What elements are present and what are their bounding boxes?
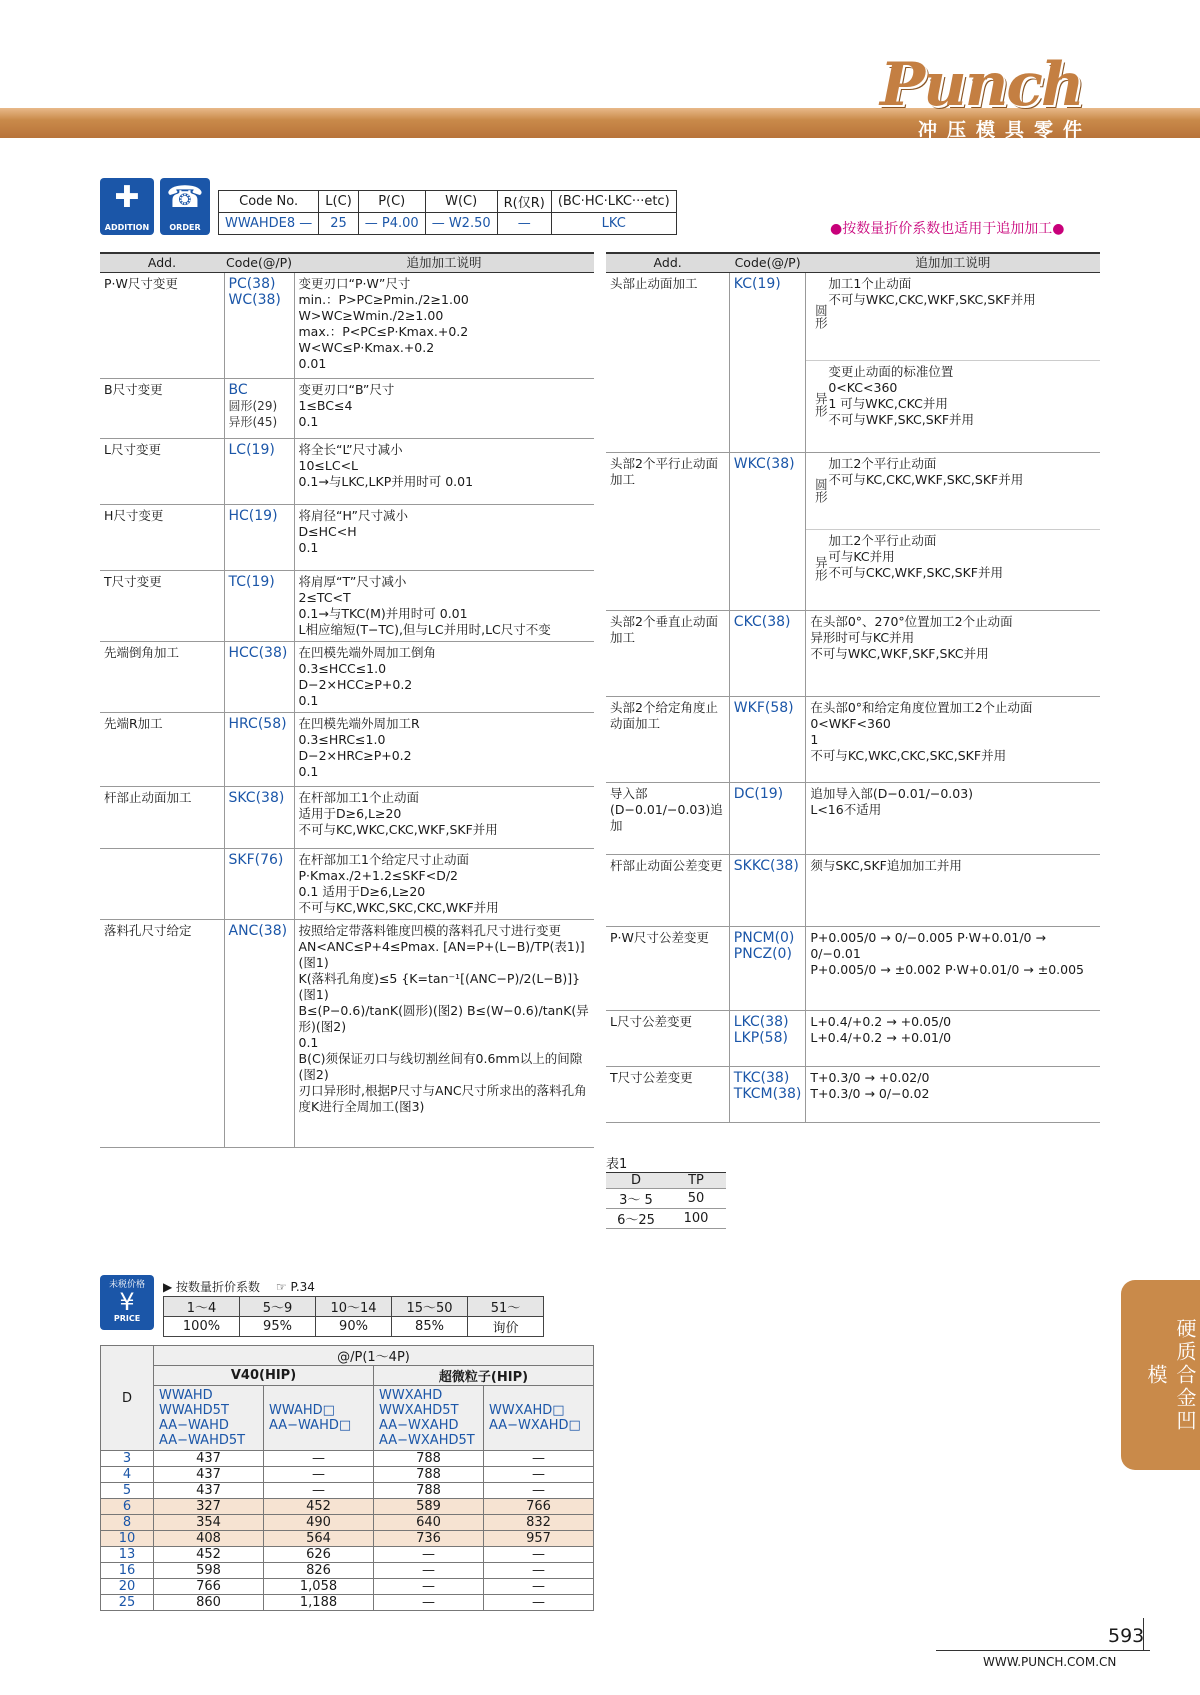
price-value: 589 xyxy=(374,1499,484,1515)
code-text: ANC(38) xyxy=(228,922,288,939)
desc-line: 不可与KC,WKC,CKC,SKC,SKF并用 xyxy=(810,747,1007,763)
code-header: Code No. xyxy=(219,191,319,213)
desc-line: 1 可与WKC,CKC并用 xyxy=(828,395,948,411)
desc-line: 刃口异形时,根据P尺寸与ANC尺寸所求出的落料孔角度K进行全周加工(图3) xyxy=(298,1082,587,1114)
spec-desc xyxy=(806,272,1100,452)
spec-add: P·W尺寸变更 xyxy=(100,272,224,378)
price-value: 788 xyxy=(374,1483,484,1499)
desc-line: 0.3≤HCC≤1.0 xyxy=(298,660,387,676)
spec-code xyxy=(729,782,806,854)
code-text: WKC(38) xyxy=(733,455,795,472)
spec-add: L尺寸变更 xyxy=(100,438,224,504)
desc-line: T+0.3/0 → +0.02/0 xyxy=(810,1069,930,1085)
price-value: 766 xyxy=(484,1499,594,1515)
discount-table xyxy=(163,1296,544,1337)
desc-line: 在杆部加工1个给定尺寸止动面 xyxy=(298,851,469,867)
spec-add: 杆部止动面公差变更 xyxy=(606,854,729,926)
side-tab: 硬质合金凹模 xyxy=(1121,1280,1200,1470)
desc-line: 0<WKF<360 xyxy=(810,715,891,731)
spec-add: 落料孔尺寸给定 xyxy=(100,919,224,1147)
spec-add: L尺寸公差变更 xyxy=(606,1010,729,1066)
desc-line: 1 xyxy=(810,731,819,747)
desc-line: D−2×HCC≥P+0.2 xyxy=(298,676,413,692)
spec-header: 追加加工说明 xyxy=(294,253,594,272)
spec-row xyxy=(606,854,1100,926)
code-text: LC(19) xyxy=(228,441,275,458)
desc-line: 在凹模先端外周加工倒角 xyxy=(298,644,437,660)
desc-line: 不可与KC,CKC,WKF,SKC,SKF并用 xyxy=(828,471,1024,487)
spec-code xyxy=(224,641,294,712)
code-header: W(C) xyxy=(425,191,497,213)
price-value: 598 xyxy=(154,1563,264,1579)
desc-line: 不可与WKC,WKF,SKF,SKC并用 xyxy=(810,645,989,661)
spec-row xyxy=(100,712,594,786)
discount-qty: 5～9 xyxy=(240,1297,316,1317)
desc-line: 0.1→与TKC(M)并用时可 0.01 xyxy=(298,605,468,621)
spec-desc xyxy=(806,782,1100,854)
spec-add: H尺寸变更 xyxy=(100,504,224,570)
price-row xyxy=(101,1531,594,1547)
footer-url: WWW.PUNCH.COM.CN xyxy=(983,1655,1117,1669)
price-row xyxy=(101,1579,594,1595)
price-row xyxy=(101,1547,594,1563)
desc-line: 加工2个平行止动面 xyxy=(828,532,937,548)
price-value: 957 xyxy=(484,1531,594,1547)
footer-line xyxy=(936,1650,1150,1651)
desc-line: 在凹模先端外周加工R xyxy=(298,715,420,731)
desc-line: K(落料孔角度)≤5 {K=tan⁻¹[(ANC−P)/2(L−B)]}(图1) xyxy=(298,970,581,1002)
desc-line: 0.01 xyxy=(298,355,327,371)
spec-code xyxy=(729,452,806,610)
price-value: 766 xyxy=(154,1579,264,1595)
spec-add xyxy=(100,848,224,919)
price-value: — xyxy=(374,1547,484,1563)
price-d: 3 xyxy=(101,1451,154,1467)
price-value: — xyxy=(484,1595,594,1611)
desc-line: 不可与KC,WKC,SKC,CKC,WKF并用 xyxy=(298,899,499,915)
spec-code xyxy=(224,848,294,919)
desc-line: B(C)须保证刃口与线切割丝间有0.6mm以上的间隙(图2) xyxy=(298,1050,583,1082)
desc-line: 加工1个止动面 xyxy=(828,275,912,291)
discount-rate: 95% xyxy=(240,1317,316,1337)
price-value: 452 xyxy=(264,1499,374,1515)
shape-block xyxy=(806,273,1100,361)
desc-line: 0.1→与LKC,LKP并用时可 0.01 xyxy=(298,473,474,489)
code-text: HC(19) xyxy=(228,507,278,524)
price-value: 327 xyxy=(154,1499,264,1515)
price-value: 452 xyxy=(154,1547,264,1563)
code-value: 25 xyxy=(319,213,358,235)
price-value: 1,188 xyxy=(264,1595,374,1611)
price-value: 736 xyxy=(374,1531,484,1547)
desc-line: B≤(P−0.6)/tanK(圆形)(图2) B≤(W−0.6)/tanK(异形)(图2) xyxy=(298,1002,589,1034)
price-value: 437 xyxy=(154,1483,264,1499)
price-value: — xyxy=(374,1563,484,1579)
price-value: — xyxy=(374,1595,484,1611)
spec-row xyxy=(100,570,594,641)
desc-line: 0.1 xyxy=(298,1034,319,1050)
table1-header: TP xyxy=(666,1173,726,1189)
shape-label: 圆形 xyxy=(813,478,829,503)
price-value: — xyxy=(484,1483,594,1499)
price-value: 860 xyxy=(154,1595,264,1611)
spec-row xyxy=(100,438,594,504)
yen-icon: ¥ xyxy=(119,1288,135,1316)
desc-line: 0.1 适用于D≥6,L≥20 xyxy=(298,883,426,899)
desc-line: 0.1 xyxy=(298,539,319,555)
spec-row xyxy=(100,919,594,1147)
spec-row xyxy=(100,378,594,438)
code-text: BC xyxy=(228,381,248,398)
right-spec-table xyxy=(606,252,1100,1123)
price-value: — xyxy=(264,1467,374,1483)
price-value: 640 xyxy=(374,1515,484,1531)
price-badge: 未税价格 ¥ PRICE xyxy=(100,1275,154,1330)
desc-line: L相应缩短(T−TC),但与LC并用时,LC尺寸不变 xyxy=(298,621,551,637)
code-text: WKF(58) xyxy=(733,699,794,716)
price-row xyxy=(101,1451,594,1467)
discount-qty: 1～4 xyxy=(164,1297,240,1317)
discount-rate: 询价 xyxy=(468,1317,544,1337)
discount-rate: 90% xyxy=(316,1317,392,1337)
spec-code xyxy=(224,712,294,786)
desc-line: P·Kmax./2+1.2≤SKF<D/2 xyxy=(298,867,458,883)
price-value: 826 xyxy=(264,1563,374,1579)
price-row xyxy=(101,1499,594,1515)
spec-code xyxy=(224,438,294,504)
desc-line: 适用于D≥6,L≥20 xyxy=(298,805,402,821)
desc-line: P+0.005/0 → 0/−0.005 P·W+0.01/0 → 0/−0.01 xyxy=(810,929,1046,961)
spec-row xyxy=(606,610,1100,696)
discount-qty: 10～14 xyxy=(316,1297,392,1317)
spec-row xyxy=(606,696,1100,782)
phone-icon: ☎ xyxy=(166,180,204,215)
code-header: (BC·HC·LKC···etc) xyxy=(551,191,676,213)
discount-qty: 51～ xyxy=(468,1297,544,1317)
price-value: 788 xyxy=(374,1451,484,1467)
spec-code xyxy=(729,926,806,1010)
discount-title: ▶ 按数量折价系数 ☞ P.34 xyxy=(163,1280,315,1294)
price-row xyxy=(101,1483,594,1499)
spec-code xyxy=(729,696,806,782)
spec-code xyxy=(224,378,294,438)
price-d: 5 xyxy=(101,1483,154,1499)
price-value: 1,058 xyxy=(264,1579,374,1595)
shape-block xyxy=(806,530,1100,607)
spec-row xyxy=(606,1066,1100,1122)
spec-desc xyxy=(294,712,594,786)
price-header-top: @/P(1～4P) xyxy=(154,1346,594,1366)
spec-desc xyxy=(806,1066,1100,1122)
code-text: DC(19) xyxy=(733,785,784,802)
code-sub: 圆形(29) 异形(45) xyxy=(228,398,278,429)
spec-desc xyxy=(294,786,594,848)
price-value: 564 xyxy=(264,1531,374,1547)
plus-icon: ✚ xyxy=(114,180,140,215)
spec-row xyxy=(606,782,1100,854)
price-d: 10 xyxy=(101,1531,154,1547)
desc-line: 变更刃口“B”尺寸 xyxy=(298,381,395,397)
shape-block xyxy=(806,361,1100,449)
code-text: HCC(38) xyxy=(228,644,288,661)
price-d: 20 xyxy=(101,1579,154,1595)
spec-row xyxy=(100,848,594,919)
code-header: R(仅R) xyxy=(497,191,551,213)
top-note: ●按数量折价系数也适用于追加加工● xyxy=(830,221,1065,237)
desc-line: 不可与KC,WKC,CKC,WKF,SKF并用 xyxy=(298,821,498,837)
desc-line: 0<KC<360 xyxy=(828,379,898,395)
spec-header: Code(@/P) xyxy=(224,253,294,272)
desc-line: 在杆部加工1个止动面 xyxy=(298,789,419,805)
spec-desc xyxy=(806,610,1100,696)
spec-add: 杆部止动面加工 xyxy=(100,786,224,848)
price-sub-header: WWAHD□ AA−WAHD□ xyxy=(264,1386,374,1451)
price-value: — xyxy=(484,1451,594,1467)
code-text: TKC(38) TKCM(38) xyxy=(733,1069,802,1102)
code-value: — P4.00 xyxy=(358,213,425,235)
spec-desc xyxy=(806,1010,1100,1066)
spec-row xyxy=(606,926,1100,1010)
price-value: 832 xyxy=(484,1515,594,1531)
code-value: LKC xyxy=(551,213,676,235)
desc-line: 0.3≤HRC≤1.0 xyxy=(298,731,386,747)
price-d: 25 xyxy=(101,1595,154,1611)
desc-line: 0.1 xyxy=(298,692,319,708)
spec-desc xyxy=(294,272,594,378)
price-row xyxy=(101,1563,594,1579)
price-sub-header: WWXAHD WWXAHD5T AA−WXAHD AA−WXAHD5T xyxy=(374,1386,484,1451)
spec-add: 导入部(D−0.01/−0.03)追加 xyxy=(606,782,729,854)
desc-line: 2≤TC<T xyxy=(298,589,351,605)
code-value: WWAHDE8 — xyxy=(219,213,319,235)
spec-code xyxy=(224,504,294,570)
spec-add: T尺寸变更 xyxy=(100,570,224,641)
price-col-d: D xyxy=(101,1346,154,1451)
spec-add: T尺寸公差变更 xyxy=(606,1066,729,1122)
desc-line: D−2×HRC≥P+0.2 xyxy=(298,747,412,763)
spec-row xyxy=(100,272,594,378)
table1-row: 3～ 5 50 xyxy=(606,1189,726,1209)
spec-add: 先端R加工 xyxy=(100,712,224,786)
spec-add: 头部2个给定角度止动面加工 xyxy=(606,696,729,782)
desc-line: 1≤BC≤4 xyxy=(298,397,353,413)
order-badge: ☎ ORDER xyxy=(160,178,210,235)
price-value: — xyxy=(264,1483,374,1499)
order-code-table xyxy=(218,190,677,235)
price-group1: V40(HIP) xyxy=(154,1366,374,1386)
desc-line: D≤HC<H xyxy=(298,523,357,539)
price-value: — xyxy=(484,1467,594,1483)
price-d: 13 xyxy=(101,1547,154,1563)
left-spec-table xyxy=(100,252,594,1148)
shape-label: 圆形 xyxy=(813,303,829,329)
discount-rate: 85% xyxy=(392,1317,468,1337)
spec-header: Add. xyxy=(606,253,729,272)
spec-add: 头部2个垂直止动面加工 xyxy=(606,610,729,696)
code-text: PC(38) WC(38) xyxy=(228,275,281,308)
desc-line: 不可与WKF,SKC,SKF并用 xyxy=(828,411,975,427)
code-value: — xyxy=(497,213,551,235)
price-sub-header: WWAHD WWAHD5T AA−WAHD AA−WAHD5T xyxy=(154,1386,264,1451)
code-header: L(C) xyxy=(319,191,358,213)
price-value: 354 xyxy=(154,1515,264,1531)
desc-line: max.：P<PC≤P·Kmax.+0.2 xyxy=(298,323,469,339)
price-value: 626 xyxy=(264,1547,374,1563)
price-sub-header: WWXAHD□ AA−WXAHD□ xyxy=(484,1386,594,1451)
spec-desc xyxy=(806,696,1100,782)
desc-line: 加工2个平行止动面 xyxy=(828,455,937,471)
price-d: 8 xyxy=(101,1515,154,1531)
desc-line: 追加导入部(D−0.01/−0.03) xyxy=(810,785,974,801)
price-row xyxy=(101,1515,594,1531)
desc-line: 不可与CKC,WKF,SKC,SKF并用 xyxy=(828,564,1003,580)
spec-row xyxy=(606,272,1100,452)
shape-label: 异形 xyxy=(813,392,829,417)
spec-header: Add. xyxy=(100,253,224,272)
price-d: 4 xyxy=(101,1467,154,1483)
desc-line: 不可与WKC,CKC,WKF,SKC,SKF并用 xyxy=(828,291,1036,307)
spec-row xyxy=(100,641,594,712)
table1-row: 6～25 100 xyxy=(606,1209,726,1229)
spec-add: 头部2个平行止动面加工 xyxy=(606,452,729,610)
spec-add: 先端倒角加工 xyxy=(100,641,224,712)
code-text: HRC(58) xyxy=(228,715,287,732)
spec-code xyxy=(224,919,294,1147)
desc-line: 将肩径“H”尺寸减小 xyxy=(298,507,408,523)
spec-add: B尺寸变更 xyxy=(100,378,224,438)
code-text: KC(19) xyxy=(733,275,781,292)
code-text: TC(19) xyxy=(228,573,275,590)
desc-line: 在头部0°和给定角度位置加工2个止动面 xyxy=(810,699,1033,715)
desc-line: L<16不适用 xyxy=(810,801,882,817)
shape-block xyxy=(806,453,1100,530)
code-header: P(C) xyxy=(358,191,425,213)
spec-desc xyxy=(806,854,1100,926)
code-text: SKF(76) xyxy=(228,851,284,868)
spec-row xyxy=(100,786,594,848)
price-value: — xyxy=(484,1579,594,1595)
desc-line: 将全长“L”尺寸减小 xyxy=(298,441,403,457)
brand-logo: Punch xyxy=(880,50,1083,120)
price-value: — xyxy=(264,1451,374,1467)
spec-code xyxy=(729,610,806,696)
spec-desc xyxy=(806,452,1100,610)
spec-code xyxy=(729,854,806,926)
shape-label: 异形 xyxy=(813,555,829,581)
spec-add: 头部止动面加工 xyxy=(606,272,729,452)
addition-badge: ✚ ADDITION xyxy=(100,178,154,235)
spec-desc xyxy=(294,641,594,712)
desc-line: 将肩厚“T”尺寸减小 xyxy=(298,573,407,589)
desc-line: W<WC≤P·Kmax.+0.2 xyxy=(298,339,435,355)
spec-desc xyxy=(294,919,594,1147)
desc-line: L+0.4/+0.2 → +0.05/0 xyxy=(810,1013,952,1029)
desc-line: L+0.4/+0.2 → +0.01/0 xyxy=(810,1029,952,1045)
desc-line: 变更止动面的标准位置 xyxy=(828,363,954,379)
table1-title: 表1 xyxy=(606,1157,628,1172)
desc-line: P+0.005/0 → ±0.002 P·W+0.01/0 → ±0.005 xyxy=(810,961,1084,977)
price-value: — xyxy=(484,1563,594,1579)
desc-line: T+0.3/0 → 0/−0.02 xyxy=(810,1085,930,1101)
price-table xyxy=(100,1345,594,1611)
spec-code xyxy=(224,786,294,848)
spec-row xyxy=(606,1010,1100,1066)
discount-qty: 15～50 xyxy=(392,1297,468,1317)
desc-line: 异形时可与KC并用 xyxy=(810,629,915,645)
desc-line: 0.1 xyxy=(298,413,319,429)
code-text: SKKC(38) xyxy=(733,857,799,874)
spec-header: Code(@/P) xyxy=(729,253,806,272)
desc-line: AN<ANC≤P+4≤Pmax. [AN=P+(L−B)/TP(表1)](图1) xyxy=(298,938,585,970)
desc-line: 须与SKC,SKF追加加工并用 xyxy=(810,857,962,873)
spec-code xyxy=(224,272,294,378)
price-value: 437 xyxy=(154,1467,264,1483)
price-group2: 超微粒子(HIP) xyxy=(374,1366,594,1386)
code-value: — W2.50 xyxy=(425,213,497,235)
price-value: 408 xyxy=(154,1531,264,1547)
table1-header: D xyxy=(606,1173,666,1189)
spec-desc xyxy=(294,378,594,438)
desc-line: W>WC≥Wmin./2≥1.00 xyxy=(298,307,444,323)
code-text: SKC(38) xyxy=(228,789,285,806)
brand-subtitle: 冲压模具零件 xyxy=(918,119,1093,141)
page-number: 593 xyxy=(1108,1625,1145,1647)
spec-code xyxy=(729,1010,806,1066)
price-value: — xyxy=(374,1579,484,1595)
spec-code xyxy=(729,1066,806,1122)
desc-line: 变更刃口“P·W”尺寸 xyxy=(298,275,411,291)
spec-desc xyxy=(294,504,594,570)
spec-desc xyxy=(294,438,594,504)
code-text: PNCM(0) PNCZ(0) xyxy=(733,929,795,962)
spec-desc xyxy=(806,926,1100,1010)
price-value: 437 xyxy=(154,1451,264,1467)
code-text: CKC(38) xyxy=(733,613,791,630)
price-value: 788 xyxy=(374,1467,484,1483)
desc-line: 在头部0°、270°位置加工2个止动面 xyxy=(810,613,1013,629)
discount-rate: 100% xyxy=(164,1317,240,1337)
price-row xyxy=(101,1595,594,1611)
desc-line: 可与KC并用 xyxy=(828,548,895,564)
spec-add: P·W尺寸公差变更 xyxy=(606,926,729,1010)
spec-row xyxy=(100,504,594,570)
price-value: 490 xyxy=(264,1515,374,1531)
price-value: — xyxy=(484,1547,594,1563)
spec-code xyxy=(224,570,294,641)
spec-desc xyxy=(294,570,594,641)
spec-code xyxy=(729,272,806,452)
spec-desc xyxy=(294,848,594,919)
code-text: LKC(38) LKP(58) xyxy=(733,1013,789,1046)
price-d: 6 xyxy=(101,1499,154,1515)
table1 xyxy=(606,1172,726,1229)
desc-line: 10≤LC<L xyxy=(298,457,359,473)
desc-line: 按照给定带落料锥度凹模的落料孔尺寸进行变更 xyxy=(298,922,562,938)
desc-line: 0.1 xyxy=(298,763,319,779)
price-row xyxy=(101,1467,594,1483)
price-d: 16 xyxy=(101,1563,154,1579)
spec-header: 追加加工说明 xyxy=(806,253,1100,272)
desc-line: min.：P>PC≥Pmin./2≥1.00 xyxy=(298,291,469,307)
spec-row xyxy=(606,452,1100,610)
